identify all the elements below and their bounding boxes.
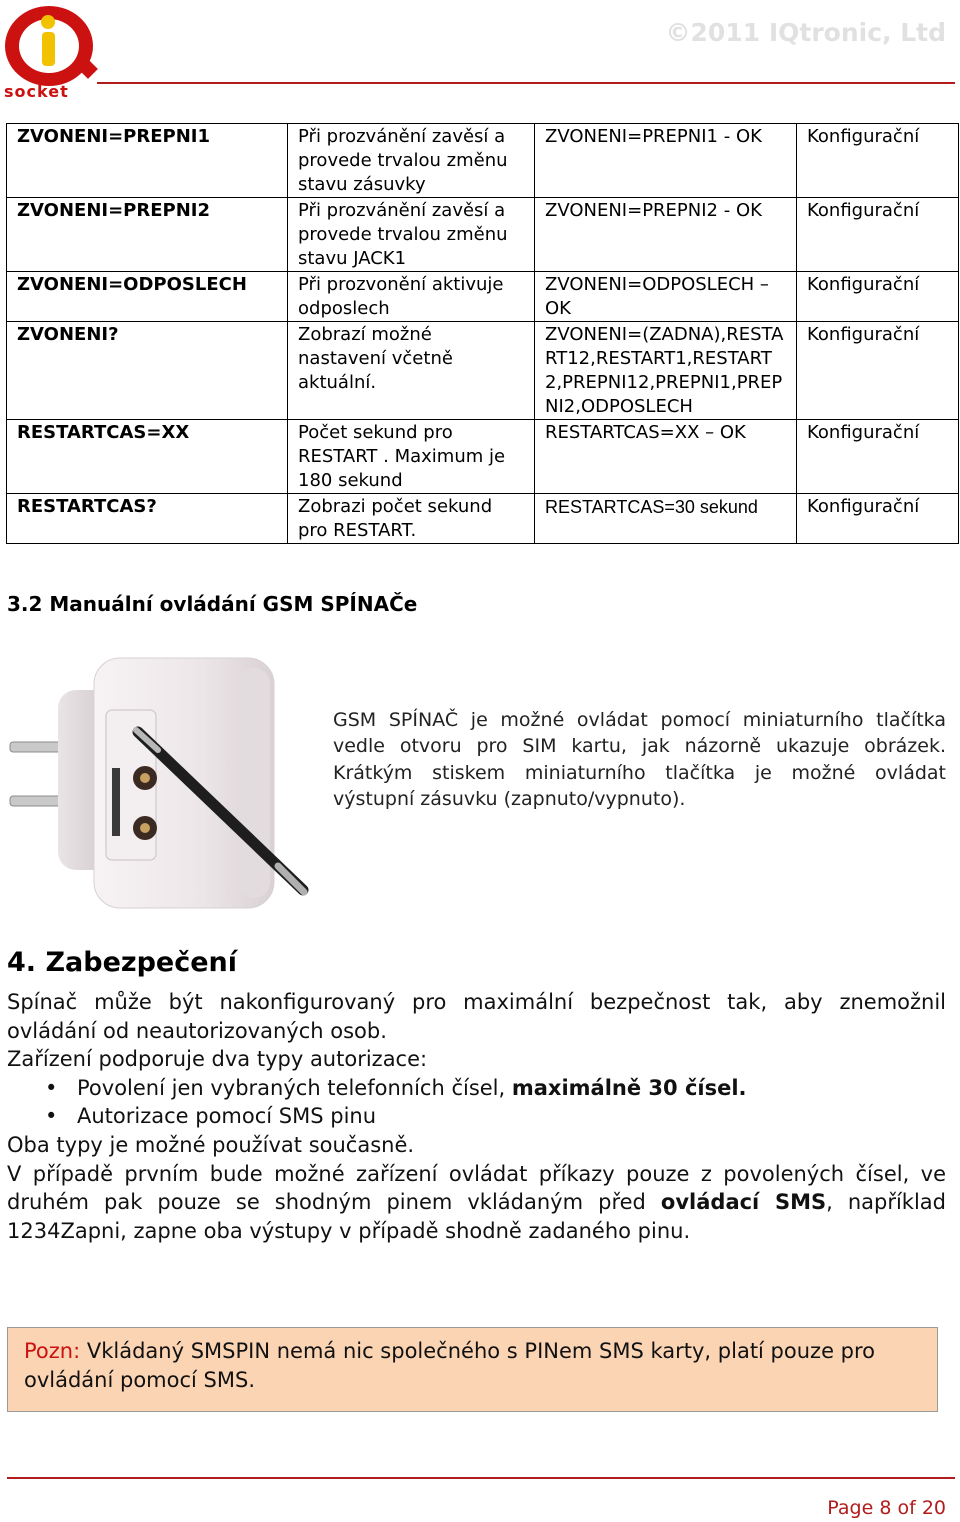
list-item	[7, 1102, 946, 1131]
paragraph-emphasis: ovládací SMS	[660, 1190, 827, 1215]
list-item-emphasis: maximálně 30 čísel.	[511, 1075, 747, 1100]
auth-type-list	[7, 1074, 946, 1131]
note-box	[7, 1327, 938, 1412]
list-item	[7, 1074, 946, 1103]
response-cell: RESTARTCAS=30 sekund	[535, 494, 797, 544]
page-number: Page 8 of 20	[827, 1497, 946, 1519]
type-cell: Konfigurační	[797, 124, 959, 198]
response-cell: ZVONENI=PREPNI2 - OK	[535, 198, 797, 272]
description-cell: Zobrazi počet sekund pro RESTART.	[288, 494, 535, 544]
command-cell: RESTARTCAS=XX	[7, 420, 288, 494]
bullet-icon: •	[45, 1075, 58, 1100]
command-table	[6, 123, 959, 544]
type-cell: Konfigurační	[797, 322, 959, 420]
command-cell: ZVONENI?	[7, 322, 288, 420]
table-row	[7, 272, 959, 322]
copyright-text: ©2011 IQtronic, Ltd	[665, 18, 946, 47]
list-item-text: Povolení jen vybraných telefonních čísel,	[77, 1075, 512, 1100]
response-cell: RESTARTCAS=XX – OK	[535, 420, 797, 494]
list-item-text: Autorizace pomocí SMS pinu	[77, 1104, 377, 1129]
paragraph-text: V případě prvním bude možné zařízení ovládat příkazy pouze z povolených čísel, ve druhém pak pouze se shodným pinem vkládaným před	[7, 1161, 946, 1215]
paragraph: Oba typy je možné používat současně.	[7, 1132, 415, 1157]
paragraph-text: , například 1234Zapni, zapne oba výstupy v případě shodně zadaného pinu.	[7, 1190, 946, 1243]
table-row	[7, 420, 959, 494]
description-cell: Při prozvánění zavěsí a provede trvalou změnu stavu zásuvky	[288, 124, 535, 198]
chapter-heading: 4. Zabezpečení	[7, 947, 238, 978]
note-label: Pozn:	[24, 1339, 81, 1363]
table-row	[7, 198, 959, 272]
command-cell: ZVONENI=PREPNI2	[7, 198, 288, 272]
table-row	[7, 322, 959, 420]
chapter-body	[7, 988, 946, 1245]
response-cell: ZVONENI=PREPNI1 - OK	[535, 124, 797, 198]
description-cell: Při prozvonění aktivuje odposlech	[288, 272, 535, 322]
header-divider	[97, 82, 955, 84]
section-heading: 3.2 Manuální ovládání GSM SPÍNAČe	[7, 592, 418, 616]
logo-wordmark: socket	[4, 82, 69, 101]
type-cell: Konfigurační	[797, 494, 959, 544]
paragraph: Zařízení podporuje dva typy autorizace:	[7, 1047, 428, 1072]
table-row	[7, 124, 959, 198]
type-cell: Konfigurační	[797, 272, 959, 322]
type-cell: Konfigurační	[797, 420, 959, 494]
note-text: Vkládaný SMSPIN nemá nic společného s PINem SMS karty, platí pouze pro ovládání pomocí SMS.	[24, 1339, 876, 1392]
paragraph: Spínač může být nakonfigurovaný pro maximální bezpečnost tak, aby znemožnil ovládání od neautorizovaných osob.	[7, 990, 946, 1043]
table-row	[7, 494, 959, 544]
paragraph	[7, 1160, 946, 1246]
response-cell: ZVONENI=ODPOSLECH – OK	[535, 272, 797, 322]
bullet-icon: •	[45, 1104, 58, 1129]
gsm-switch-photo	[8, 650, 318, 910]
intro-paragraph: GSM SPÍNAČ je možné ovládat pomocí miniaturního tlačítka vedle otvoru pro SIM kartu, jak názorně ukazuje obrázek. Krátkým stiskem miniaturního tlačítka je možné ovládat výstupní zásuvku (zapnuto/vypnuto).	[333, 709, 946, 810]
response-cell: ZVONENI=(ZADNA),RESTART12,RESTART1,RESTART2,PREPNI12,PREPNI1,PREPNI2,ODPOSLECH	[535, 322, 797, 420]
command-cell: ZVONENI=PREPNI1	[7, 124, 288, 198]
description-cell: Při prozvánění zavěsí a provede trvalou změnu stavu JACK1	[288, 198, 535, 272]
description-cell: Zobrazí možné nastavení včetně aktuální.	[288, 322, 535, 420]
type-cell: Konfigurační	[797, 198, 959, 272]
command-cell: RESTARTCAS?	[7, 494, 288, 544]
description-cell: Počet sekund pro RESTART . Maximum je 180 sekund	[288, 420, 535, 494]
footer-divider	[7, 1477, 955, 1479]
command-cell: ZVONENI=ODPOSLECH	[7, 272, 288, 322]
